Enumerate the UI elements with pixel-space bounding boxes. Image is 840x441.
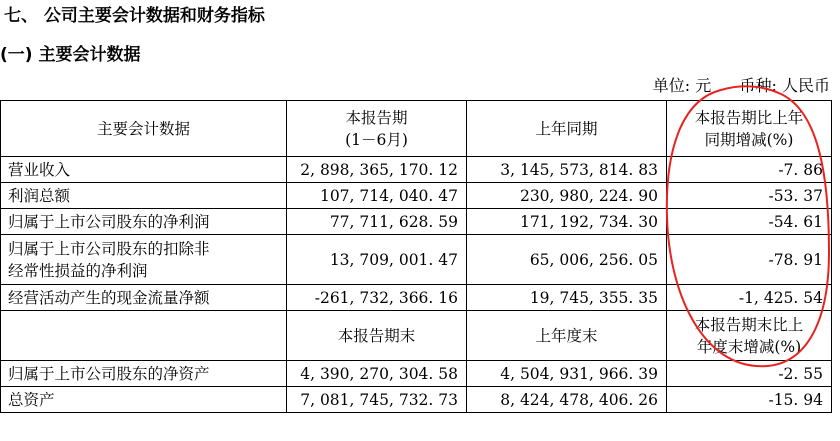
table-subheader-row xyxy=(1,311,832,361)
row-label: 营业收入 xyxy=(1,157,287,183)
row-label: 归属于上市公司股东的净资产 xyxy=(1,361,287,387)
sub-title: (一) 主要会计数据 xyxy=(0,45,141,65)
row-current-value: 77, 711, 628. 59 xyxy=(287,209,467,235)
header-current-period xyxy=(287,101,467,157)
header-change-line2: 同期增减(%) xyxy=(704,130,794,149)
header-change xyxy=(667,101,832,157)
table-row xyxy=(1,285,832,311)
row-change-value: -15. 94 xyxy=(667,387,832,413)
table-row xyxy=(1,183,832,209)
header-period-end-change-line1: 本报告期末比上 xyxy=(694,315,804,334)
header-prior-year-end: 上年度末 xyxy=(467,311,667,361)
header-period-end: 本报告期末 xyxy=(287,311,467,361)
row-prior-value: 8, 424, 478, 406. 26 xyxy=(467,387,667,413)
row-current-value: 4, 390, 270, 304. 58 xyxy=(287,361,467,387)
header-current-period-line1: 本报告期 xyxy=(345,108,408,127)
row-prior-value: 230, 980, 224. 90 xyxy=(467,183,667,209)
table-row xyxy=(1,157,832,183)
unit-value: 元 xyxy=(695,76,712,95)
row-prior-value: 19, 745, 355. 35 xyxy=(467,285,667,311)
row-change-value: -78. 91 xyxy=(667,235,832,285)
header-current-period-line2: (1－6月) xyxy=(345,130,408,149)
row-prior-value: 171, 192, 734. 30 xyxy=(467,209,667,235)
row-prior-value: 4, 504, 931, 966. 39 xyxy=(467,361,667,387)
unit-label: 单位: xyxy=(652,76,691,95)
unit-line xyxy=(653,75,830,97)
table-row xyxy=(1,209,832,235)
table-row xyxy=(1,387,832,413)
row-label-line1: 归属于上市公司股东的扣除非 xyxy=(8,239,210,258)
row-change-value: -7. 86 xyxy=(667,157,832,183)
row-label: 利润总额 xyxy=(1,183,287,209)
row-label: 经营活动产生的现金流量净额 xyxy=(1,285,287,311)
header-prior-period: 上年同期 xyxy=(467,101,667,157)
table-row xyxy=(1,235,832,285)
currency-value: 人民币 xyxy=(781,76,830,95)
row-change-value: -53. 37 xyxy=(667,183,832,209)
row-current-value: 107, 714, 040. 47 xyxy=(287,183,467,209)
row-label: 归属于上市公司股东的净利润 xyxy=(1,209,287,235)
header-period-end-change-line2: 年度末增减(%) xyxy=(696,337,802,356)
row-current-value: 13, 709, 001. 47 xyxy=(287,235,467,285)
currency-label: 币种: xyxy=(739,76,777,95)
row-label: 总资产 xyxy=(1,387,287,413)
row-prior-value: 3, 145, 573, 814. 83 xyxy=(467,157,667,183)
row-current-value: 2, 898, 365, 170. 12 xyxy=(287,157,467,183)
subheader-empty xyxy=(1,311,287,361)
row-prior-value: 65, 006, 256. 05 xyxy=(467,235,667,285)
table-row xyxy=(1,361,832,387)
row-label-line2: 经常性损益的净利润 xyxy=(8,261,148,280)
row-change-value: -2. 55 xyxy=(667,361,832,387)
row-label xyxy=(1,235,287,285)
row-change-value: -54. 61 xyxy=(667,209,832,235)
table-header-row xyxy=(1,101,832,157)
row-change-value: -1, 425. 54 xyxy=(667,285,832,311)
accounting-data-table xyxy=(0,100,832,413)
header-item: 主要会计数据 xyxy=(1,101,287,157)
header-change-line1: 本报告期比上年 xyxy=(694,108,804,127)
header-period-end-change xyxy=(667,311,832,361)
row-current-value: 7, 081, 745, 732. 73 xyxy=(287,387,467,413)
row-current-value: -261, 732, 366. 16 xyxy=(287,285,467,311)
section-title: 七、 公司主要会计数据和财务指标 xyxy=(4,6,265,26)
